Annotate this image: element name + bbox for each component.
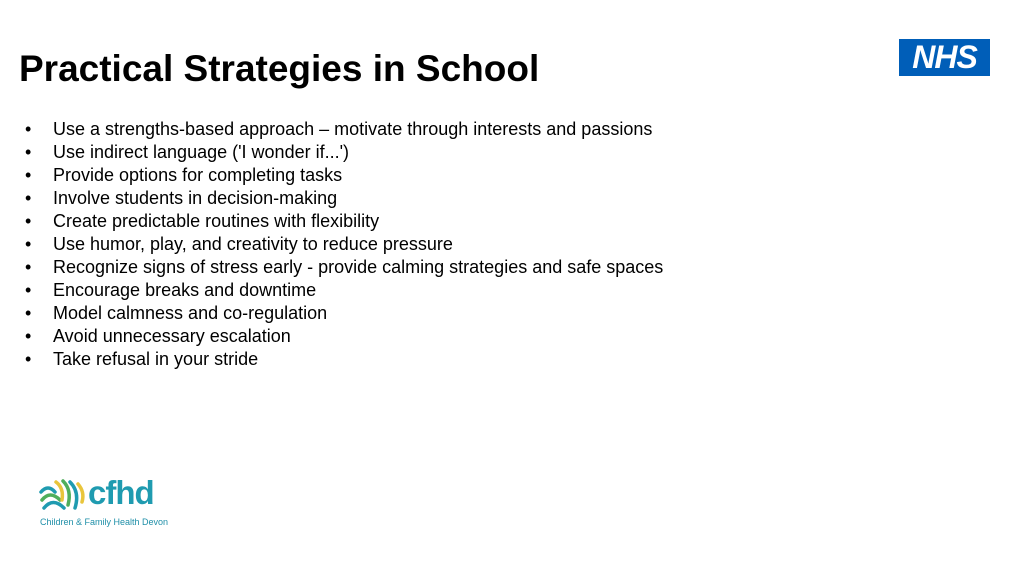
list-item-text: Model calmness and co-regulation bbox=[53, 303, 328, 323]
bullet-icon: • bbox=[25, 142, 32, 162]
bullet-icon: • bbox=[25, 188, 32, 208]
bullet-icon: • bbox=[25, 165, 32, 185]
slide-title: Practical Strategies in School bbox=[19, 48, 540, 89]
list-item-text: Encourage breaks and downtime bbox=[53, 280, 317, 300]
bullet-icon: • bbox=[25, 326, 32, 346]
cfhd-wordmark: cfhd bbox=[88, 474, 154, 511]
bullet-icon: • bbox=[25, 349, 32, 369]
list-item-text: Provide options for completing tasks bbox=[53, 165, 343, 185]
list-item-text: Avoid unnecessary escalation bbox=[53, 326, 291, 346]
list-item-text: Take refusal in your stride bbox=[53, 349, 259, 369]
bullet-icon: • bbox=[25, 303, 32, 323]
cfhd-subtitle: Children & Family Health Devon bbox=[40, 517, 169, 527]
list-item-text: Involve students in decision-making bbox=[53, 188, 338, 208]
list-item-text: Use humor, play, and creativity to reduce pressure bbox=[53, 234, 453, 254]
list-item-text: Create predictable routines with flexibility bbox=[53, 211, 380, 231]
cfhd-logo bbox=[38, 474, 178, 530]
cfhd-arcs-icon bbox=[38, 478, 88, 512]
nhs-logo bbox=[899, 39, 990, 76]
bullet-icon: • bbox=[25, 119, 32, 139]
nhs-logo-text: NHS bbox=[912, 39, 977, 75]
bullet-icon: • bbox=[25, 280, 32, 300]
list-item-text: Use indirect language ('I wonder if...') bbox=[53, 142, 350, 162]
bullet-icon: • bbox=[25, 211, 32, 231]
list-item-text: Use a strengths-based approach – motivate through interests and passions bbox=[53, 119, 653, 139]
bullet-icon: • bbox=[25, 234, 32, 254]
list-item-text: Recognize signs of stress early - provide calming strategies and safe spaces bbox=[53, 257, 664, 277]
bullet-icon: • bbox=[25, 257, 32, 277]
